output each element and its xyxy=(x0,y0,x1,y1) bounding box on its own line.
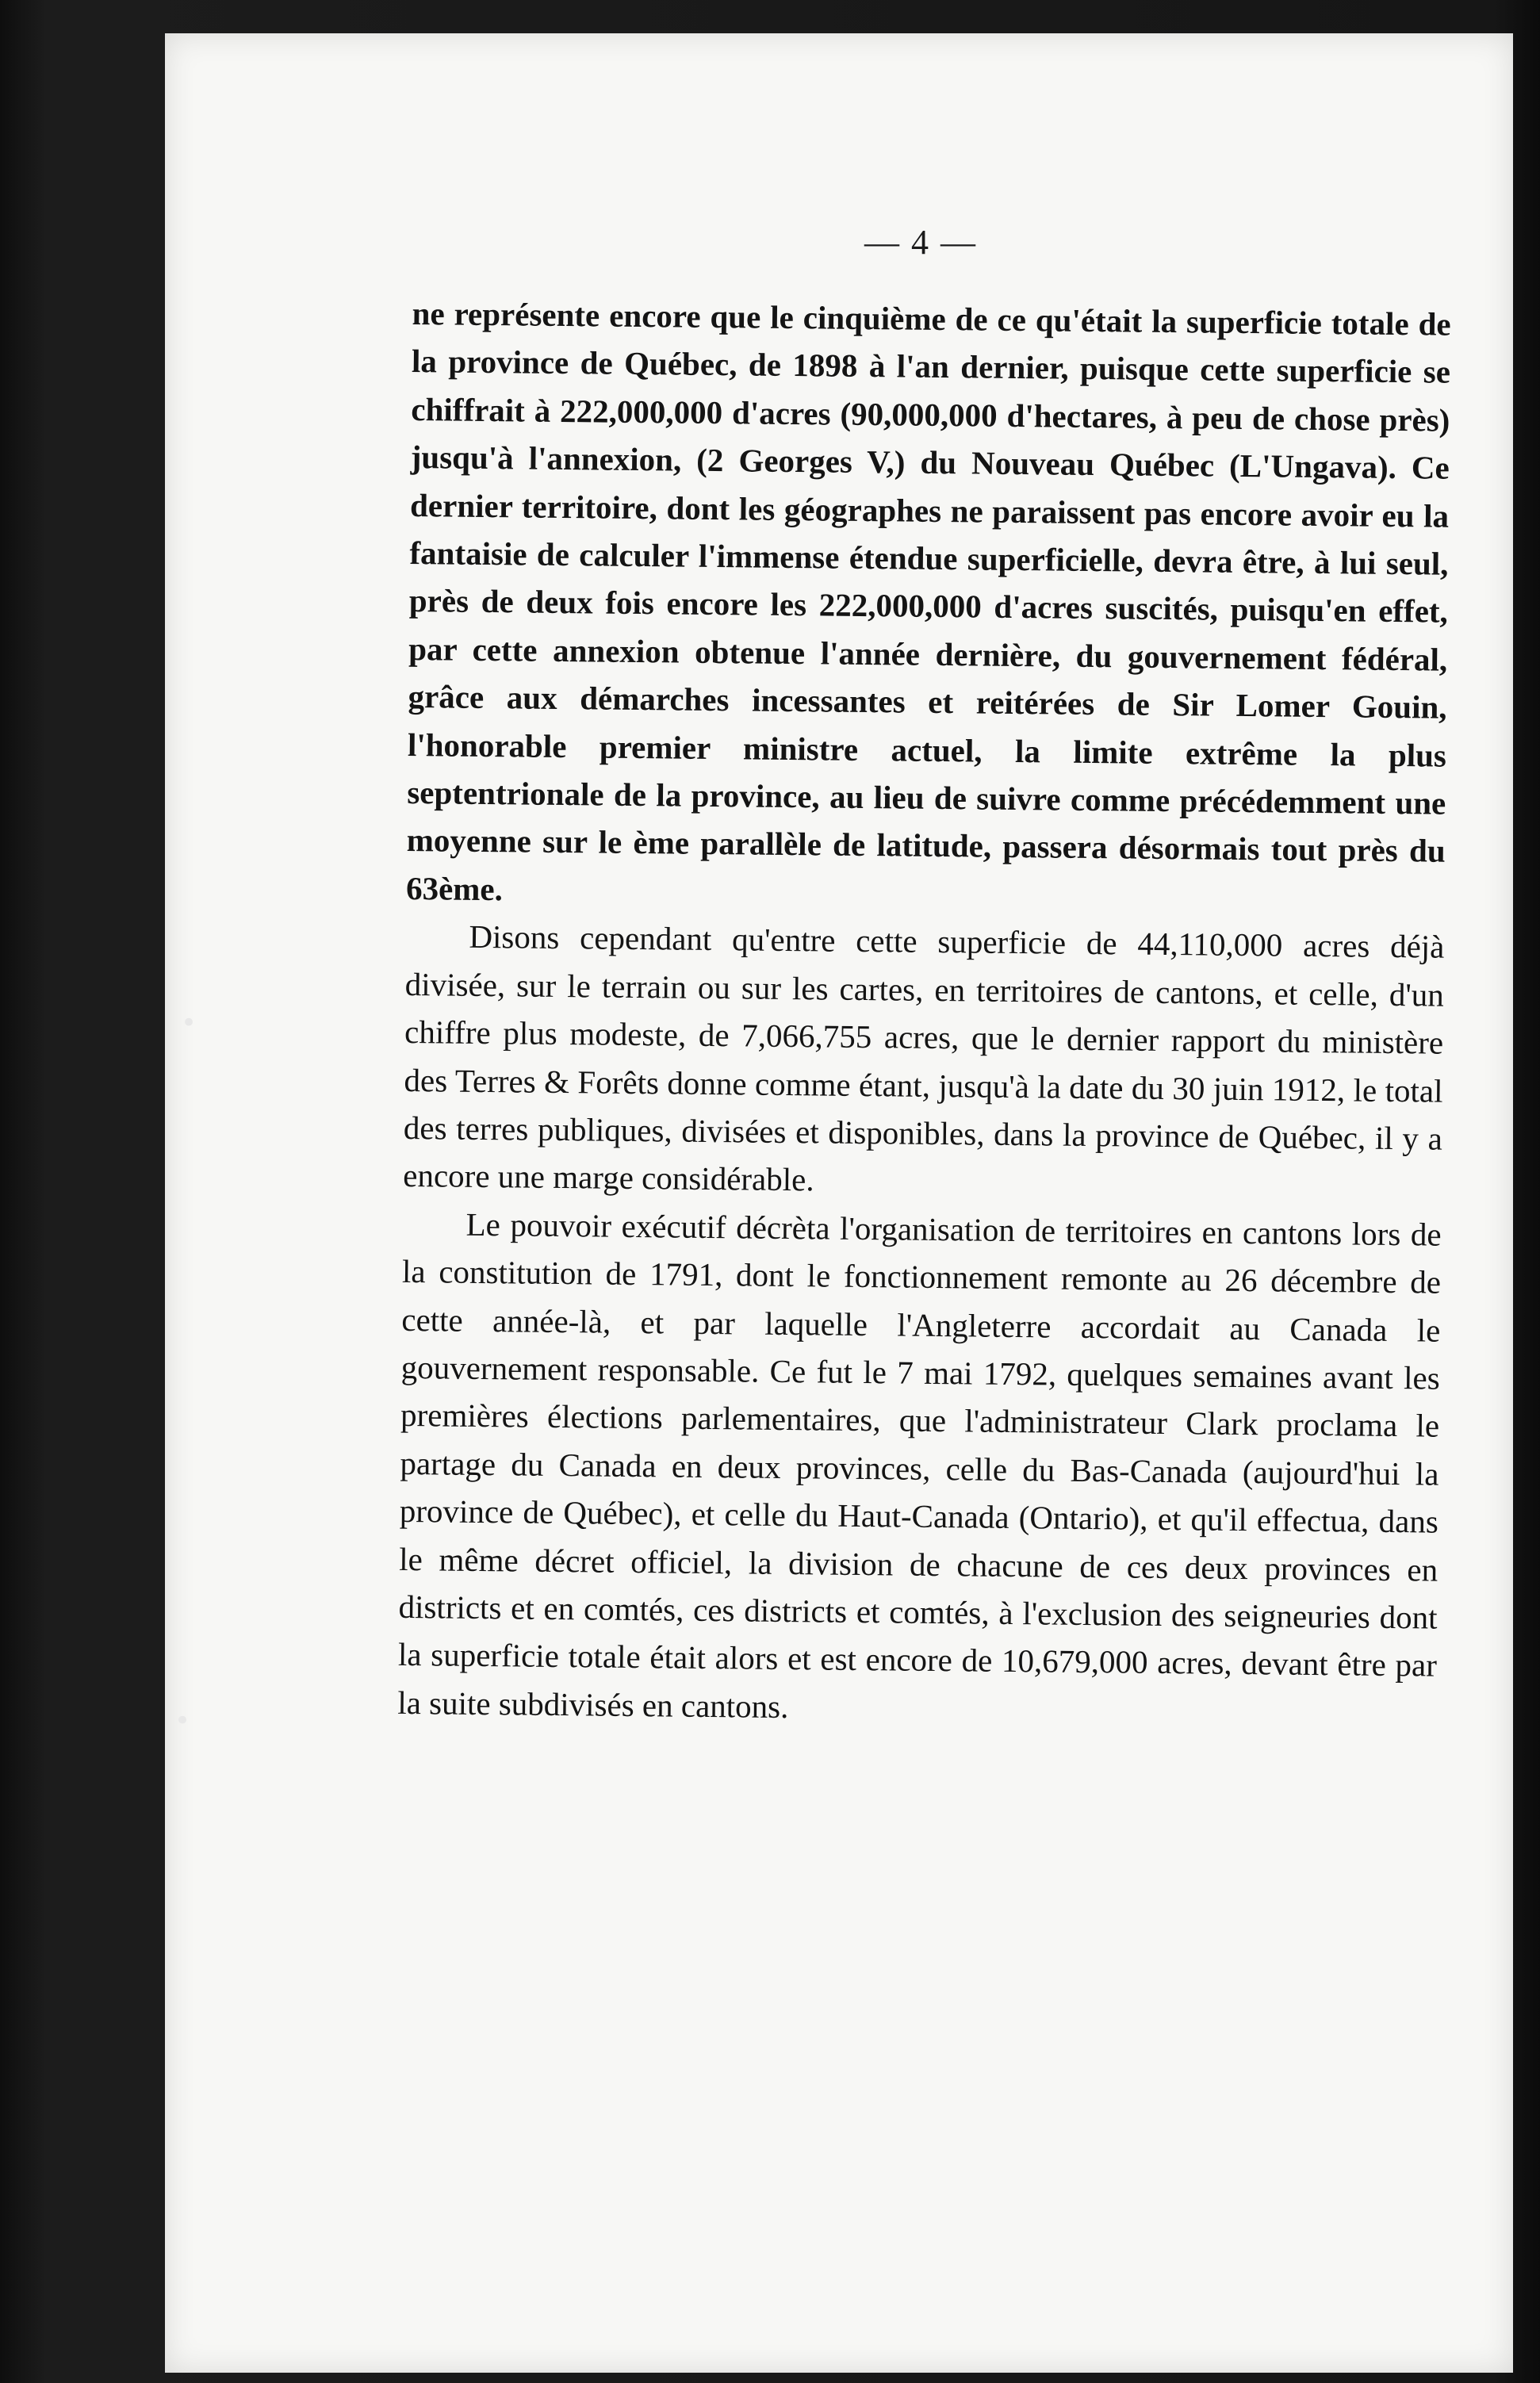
page-number: — 4 — xyxy=(864,223,977,262)
paragraph-3: Le pouvoir exécutif décrèta l'organisation de territoires en cantons lors de la constitution de 1791, dont le fonctionnement remonte au 26 décembre de cette année-là, et par laquelle l'Angleterre accordait au Canada le gouvernement responsable. Ce fut le 7 mai 1792, quelques semaines avant les premières élections parlementaires, que l'administrateur Clark proclama le partage du Canada en deux provinces, celle du Bas-Canada (aujourd'hui la province de Québec), et celle du Haut-Canada (Ontario), et qu'il effectua, dans le même décret officiel, la division de chacune de ces deux provinces en districts et en comtés, ces districts et comtés, à l'exclusion des seigneuries dont la superficie totale était alors et est encore de 10,679,000 acres, devant être par la suite subdivisés en cantons. xyxy=(397,1205,1442,1725)
margin-dot: • xyxy=(181,1007,197,1039)
paragraph-1: ne représente encore que le cinquième de ce qu'était la superficie totale de la province de Québec, de 1898 à l'an dernier, puisque cette superficie se chiffrait à 222,000,000 d'acres (90,000,000 d'hectares, à peu de chose près) jusqu'à l'annexion, (2 Georges V,) du Nouveau Québec (L'Ungava). Ce dernier territoire, dont les géographes ne paraissent pas encore avoir eu la fantaisie de calculer l'immense étendue superficielle, devra être, à lui seul, près de deux fois encore les 222,000,000 d'acres suscités, puisqu'en effet, par cette annexion obtenue l'année dernière, du gouvernement fédéral, grâce aux démarches incessantes et reitérées de Sir Lomer Gouin, l'honorable premier ministre actuel, la limite extrême la plus septentrionale de la province, au lieu de suivre comme précédemment une moyenne sur le ème parallèle de latitude, passera désormais tout près du 63ème. xyxy=(405,294,1451,908)
body-text xyxy=(397,289,1451,1737)
margin-dot: • xyxy=(174,1705,191,1737)
paragraph-2: Disons cependant qu'entre cette superficie de 44,110,000 acres déjà divisée, sur le terrain ou sur les cartes, en territoires de cantons, et celle, d'un chiffre plus modeste, de 7,066,755 acres, que le dernier rapport du ministère des Terres & Forêts donne comme étant, jusqu'à la date du 30 juin 1912, le total des terres publiques, divisées et disponibles, dans la province de Québec, il y a encore une marge considérable. xyxy=(403,918,1445,1198)
